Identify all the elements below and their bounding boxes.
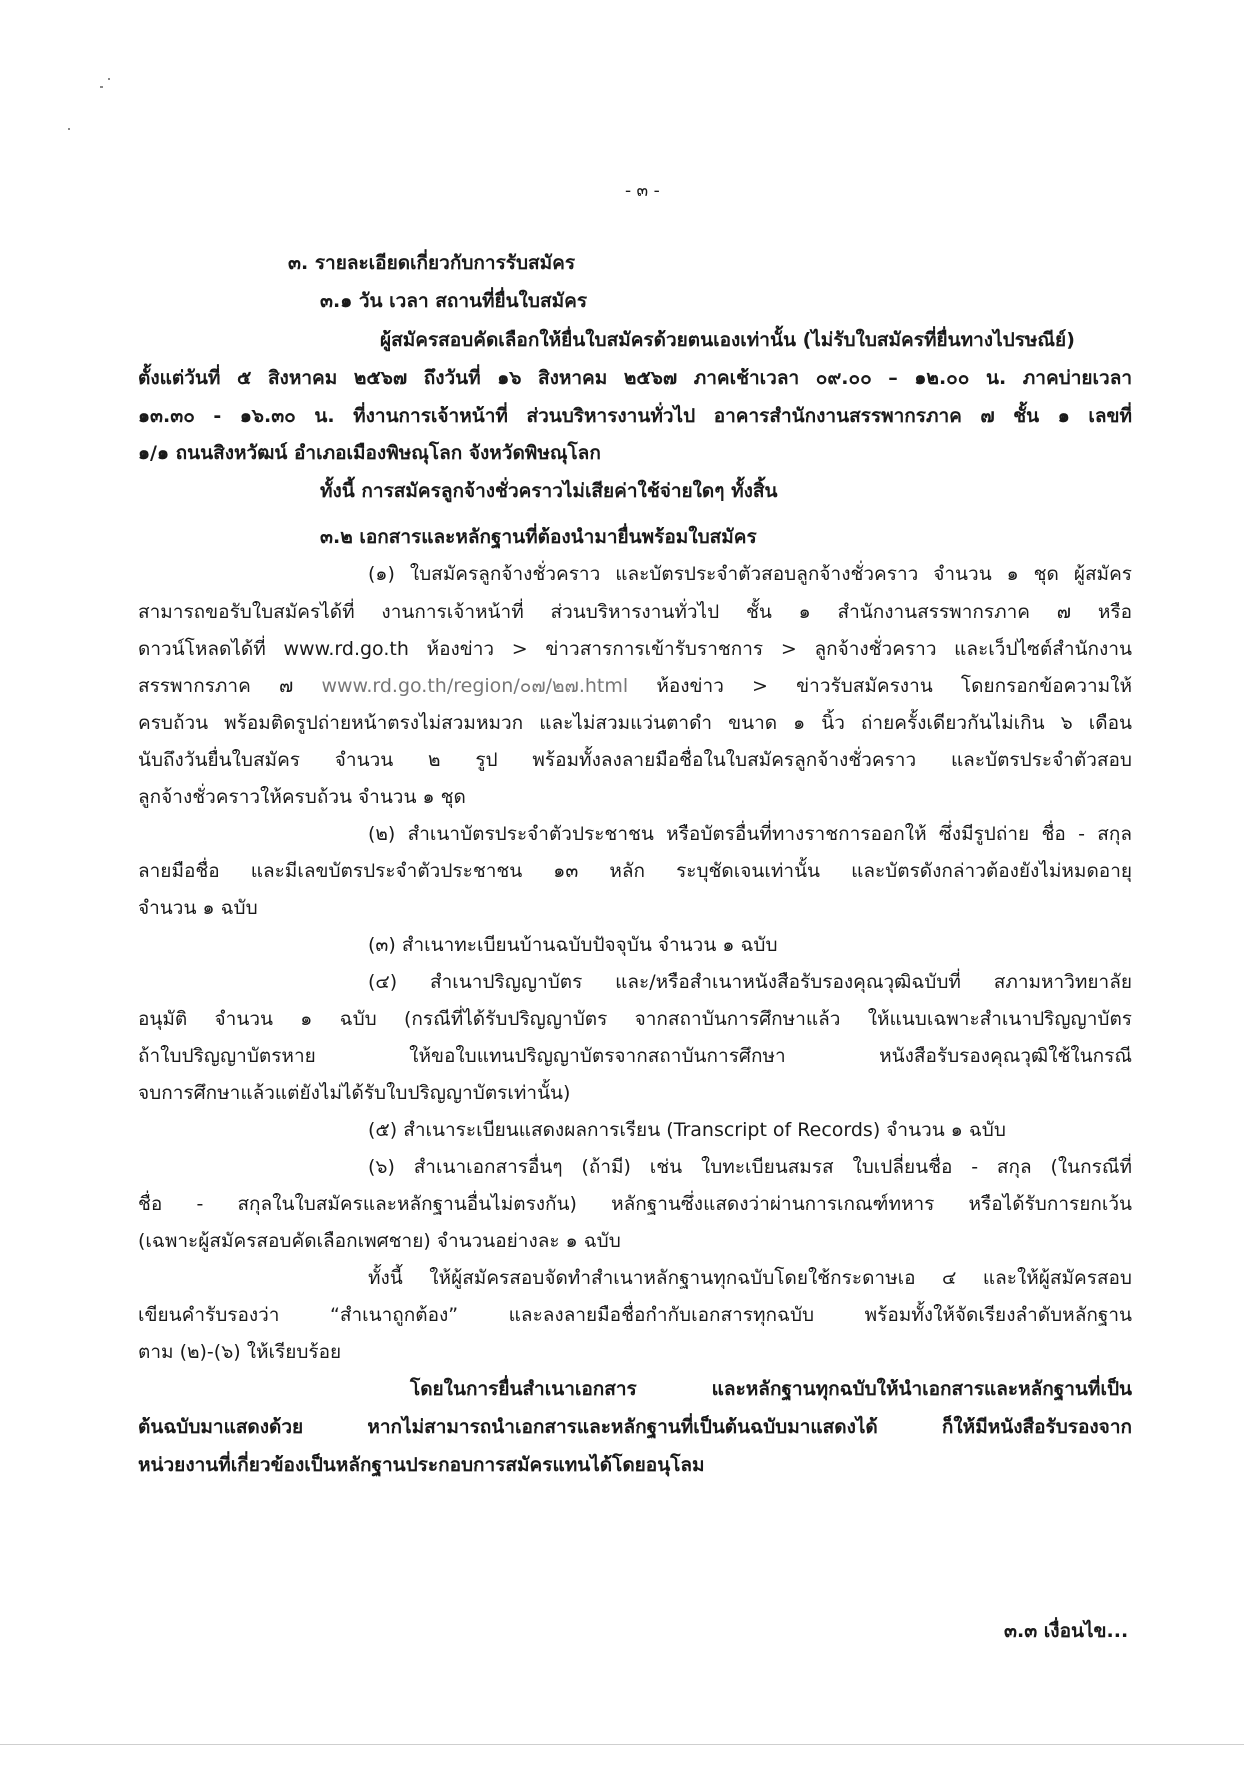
item-6-line: (๖) สำเนาเอกสารอื่นๆ (ถ้ามี) เช่น ใบทะเบียนสมรส ใบเปลี่ยนชื่อ - สกุล (ในกรณีที่ <box>368 1156 1132 1178</box>
item-4-line: (๔) สำเนาปริญญาบัตร และ/หรือสำเนาหนังสือรับรองคุณวุฒิฉบับที่ สภามหาวิทยาลัย <box>368 971 1132 993</box>
application-address-line: ๑/๑ ถนนสิงหวัฒน์ อำเภอเมืองพิษณุโลก จังหวัดพิษณุโลก <box>138 442 601 464</box>
application-time-place-line: ๑๓.๓๐ - ๑๖.๓๐ น. ที่งานการเจ้าหน้าที่ ส่วนบริหารงานทั่วไป อาคารสำนักงานสรรพากรภาค ๗ ชั้น ๑ เลขที่ <box>138 405 1132 427</box>
item-4-line: ถ้าใบปริญญาบัตรหาย ให้ขอใบแทนปริญญาบัตรจากสถาบันการศึกษา หนังสือรับรองคุณวุฒิใช้ในกรณี <box>138 1045 1132 1067</box>
section-3-heading: ๓. รายละเอียดเกี่ยวกับการรับสมัคร <box>288 252 576 274</box>
continuation-marker: ๓.๓ เงื่อนไข... <box>1004 1620 1129 1642</box>
item-5-line: (๕) สำเนาระเบียนแสดงผลการเรียน (Transcript of Records) จำนวน ๑ ฉบับ <box>368 1119 1006 1141</box>
item-6-line: ชื่อ - สกุลในใบสมัครและหลักฐานอื่นไม่ตรงกัน) หลักฐานซึ่งแสดงว่าผ่านการเกณฑ์ทหาร หรือได้รับการยกเว้น <box>138 1193 1132 1215</box>
item-1-line: สามารถขอรับใบสมัครได้ที่ งานการเจ้าหน้าที่ ส่วนบริหารงานทั่วไป ชั้น ๑ สำนักงานสรรพากรภาค ๗ หรือ <box>138 601 1132 623</box>
section-3-1-heading: ๓.๑ วัน เวลา สถานที่ยื่นใบสมัคร <box>320 290 588 312</box>
section-3-2-heading: ๓.๒ เอกสารและหลักฐานที่ต้องนำมายื่นพร้อมใบสมัคร <box>320 526 757 548</box>
item-4-line: จบการศึกษาแล้วแต่ยังไม่ได้รับใบปริญญาบัตรเท่านั้น) <box>138 1082 571 1104</box>
item-1-region-label: สรรพากรภาค ๗ <box>138 675 322 697</box>
application-method-text: ผู้สมัครสอบคัดเลือกให้ยื่นใบสมัครด้วยตนเองเท่านั้น (ไม่รับใบสมัครที่ยื่นทางไปรษณีย์) <box>380 329 1075 351</box>
item-1-line: นับถึงวันยื่นใบสมัคร จำนวน ๒ รูป พร้อมทั้งลงลายมือชื่อในใบสมัครลูกจ้างชั่วคราว และบัตรประจำตัวสอบ <box>138 749 1132 771</box>
original-documents-notice: หน่วยงานที่เกี่ยวข้องเป็นหลักฐานประกอบการสมัครแทนได้โดยอนุโลม <box>138 1454 705 1476</box>
item-1-line: (๑) ใบสมัครลูกจ้างชั่วคราว และบัตรประจำตัวสอบลูกจ้างชั่วคราว จำนวน ๑ ชุด ผู้สมัคร <box>368 563 1132 585</box>
scan-speck <box>108 78 110 80</box>
item-2-line: จำนวน ๑ ฉบับ <box>138 897 258 919</box>
item-1-news-label: ห้องข่าว > ข่าวรับสมัครงาน โดยกรอกข้อความให้ <box>628 675 1132 697</box>
item-1-line: ดาวน์โหลดได้ที่ www.rd.go.th ห้องข่าว > ข่าวสารการเข้ารับราชการ > ลูกจ้างชั่วคราว และเว็ปไซต์สำนักงาน <box>138 638 1132 660</box>
item-1-line: ลูกจ้างชั่วคราวให้ครบถ้วน จำนวน ๑ ชุด <box>138 786 466 808</box>
scan-speck <box>100 86 103 88</box>
original-documents-notice: โดยในการยื่นสำเนาเอกสาร และหลักฐานทุกฉบับให้นำเอกสารและหลักฐานที่เป็น <box>410 1378 1132 1400</box>
item-2-line: (๒) สำเนาบัตรประจำตัวประชาชน หรือบัตรอื่นที่ทางราชการออกให้ ซึ่งมีรูปถ่าย ชื่อ - สกุล <box>368 823 1132 845</box>
original-documents-notice: ต้นฉบับมาแสดงด้วย หากไม่สามารถนำเอกสารและหลักฐานที่เป็นต้นฉบับมาแสดงได้ ก็ให้มีหนังสือรับรองจาก <box>138 1416 1132 1438</box>
scan-edge-line <box>0 1744 1244 1745</box>
copy-instruction-line: ทั้งนี้ ให้ผู้สมัครสอบจัดทำสำเนาหลักฐานทุกฉบับโดยใช้กระดาษเอ ๔ และให้ผู้สมัครสอบ <box>368 1267 1132 1289</box>
page-number: - ๓ - <box>625 181 660 201</box>
application-date-line: ตั้งแต่วันที่ ๕ สิงหาคม ๒๕๖๗ ถึงวันที่ ๑๖ สิงหาคม ๒๕๖๗ ภาคเช้าเวลา ๐๙.๐๐ – ๑๒.๐๐ น. ภาคบ่ายเวลา <box>138 367 1132 389</box>
item-2-line: ลายมือชื่อ และมีเลขบัตรประจำตัวประชาชน ๑๓ หลัก ระบุชัดเจนเท่านั้น และบัตรดังกล่าวต้องยังไม่หมดอายุ <box>138 860 1132 882</box>
scan-speck <box>68 128 70 130</box>
no-fee-notice: ทั้งนี้ การสมัครลูกจ้างชั่วคราวไม่เสียค่าใช้จ่ายใดๆ ทั้งสิ้น <box>320 480 778 502</box>
copy-instruction-line: เขียนคำรับรองว่า “สำเนาถูกต้อง” และลงลายมือชื่อกำกับเอกสารทุกฉบับ พร้อมทั้งให้จัดเรียงลำดับหลักฐาน <box>138 1304 1132 1326</box>
copy-instruction-line: ตาม (๒)-(๖) ให้เรียบร้อย <box>138 1341 342 1363</box>
item-1-line: ครบถ้วน พร้อมติดรูปถ่ายหน้าตรงไม่สวมหมวก และไม่สวมแว่นตาดำ ขนาด ๑ นิ้ว ถ่ายครั้งเดียวกันไม่เกิน ๖ เดือน <box>138 712 1132 734</box>
item-1-line <box>138 673 1132 699</box>
item-4-line: อนุมัติ จำนวน ๑ ฉบับ (กรณีที่ได้รับปริญญาบัตร จากสถาบันการศึกษาแล้ว ให้แนบเฉพาะสำเนาปริญญาบัตร <box>138 1008 1132 1030</box>
region-website-link[interactable]: www.rd.go.th/region/๐๗/๒๗.html <box>321 675 629 697</box>
item-6-line: (เฉพาะผู้สมัครสอบคัดเลือกเพศชาย) จำนวนอย่างละ ๑ ฉบับ <box>138 1230 621 1252</box>
item-3-line: (๓) สำเนาทะเบียนบ้านฉบับปัจจุบัน จำนวน ๑ ฉบับ <box>368 934 778 956</box>
